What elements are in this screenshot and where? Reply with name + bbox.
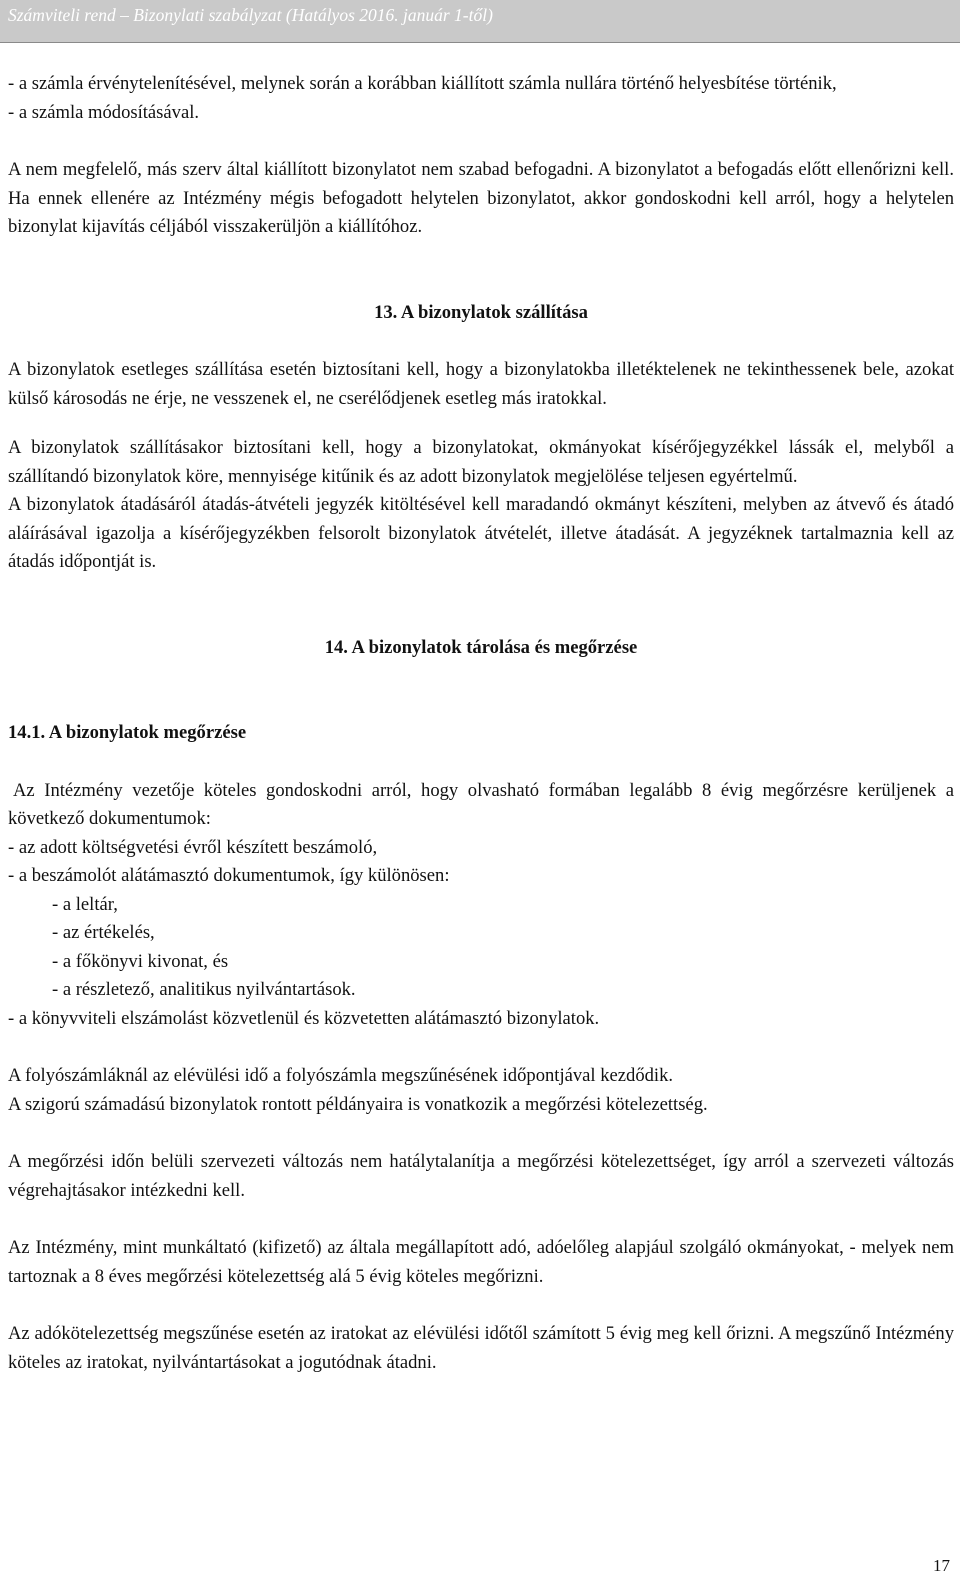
sub-list-item: - az értékelés, <box>52 922 155 943</box>
paragraph-retention: Az Intézmény vezetője köteles gondoskodni arról, hogy olvasható formában legalább 8 évig megőrzésre kerüljenek a következő dokumentumok: <box>8 779 954 829</box>
subsection-heading-14-1: 14.1. A bizonylatok megőrzése <box>8 722 247 743</box>
paragraph-transport-security: A bizonylatok esetleges szállítása esetén biztosítani kell, hogy a bizonylatokba illetéktelenek ne tekinthessenek bele, azokat külső károsodás ne érje, ne vesszenek el, ne cserélődjenek esetleg más iratokkal. <box>8 359 954 409</box>
paragraph-current-accounts: A folyószámláknál az elévülési idő a folyószámla megszűnésének időpontjával kezdődik. <box>8 1065 674 1086</box>
page-header <box>0 0 960 43</box>
paragraph-organizational-change: A megőrzési időn belüli szervezeti változás nem hatálytalanítja a megőrzési kötelezettséget, így arról a szervezeti változás végrehajtásakor intézkedni kell. <box>8 1151 954 1201</box>
list-item: - a beszámolót alátámasztó dokumentumok, így különösen: <box>8 865 450 886</box>
paragraph-tax-documents: Az Intézmény, mint munkáltató (kifizető) az általa megállapított adó, adóelőleg alapjául szolgáló okmányokat, - melyek nem tartoznak a 8 éves megőrzési kötelezettség alá 5 évig köteles megőrizni. <box>8 1237 954 1287</box>
paragraph-tax-termination: Az adókötelezettség megszűnése esetén az iratokat az elévülési időtől számított 5 évig meg kell őrizni. A megszűnő Intézmény köteles az iratokat, nyilvántartásokat a jogutódnak átadni. <box>8 1323 954 1373</box>
paragraph-transport-list: A bizonylatok szállításakor biztosítani kell, hogy a bizonylatokat, okmányokat kísérőjegyzékkel lássák el, melyből a szállítandó bizonylatok köre, mennyisége kitűnik és az adott bizonylatok megjelölése teljesen egyértelmű. <box>8 437 954 487</box>
page-number: 17 <box>933 1556 950 1575</box>
paragraph-strict-receipts: A szigorú számadású bizonylatok rontott példányaira is vonatkozik a megőrzési kötelezettség. <box>8 1093 708 1115</box>
document-body <box>8 70 954 1377</box>
list-item: - a könyvviteli elszámolást közvetlenül és közvetetten alátámasztó bizonylatok. <box>8 1007 600 1029</box>
section-heading-14: 14. A bizonylatok tárolása és megőrzése <box>324 636 638 658</box>
paragraph-modification: - a számla módosításával. <box>8 101 200 123</box>
paragraph-invalidation: - a számla érvénytelenítésével, melynek során a korábban kiállított számla nullára történő helyesbítése történik, <box>8 73 837 94</box>
sub-list-item: - a részletező, analitikus nyilvántartások. <box>52 979 356 1000</box>
paragraph-handover: A bizonylatok átadásáról átadás-átvételi jegyzék kitöltésével kell maradandó okmányt készíteni, melyben az átvevő és átadó aláírásával igazolja a kísérőjegyzékben felsorolt bizonylatok átvételét, illetve átadását. A jegyzéknek tartalmaznia kell az átadás időpontját is. <box>8 494 954 572</box>
section-heading-13: 13. A bizonylatok szállítása <box>374 301 588 323</box>
sub-list-item: - a leltár, <box>52 893 118 915</box>
header-title: Számviteli rend – Bizonylati szabályzat (Hatályos 2016. január 1-től) <box>8 5 493 25</box>
paragraph-acceptance: A nem megfelelő, más szerv által kiállított bizonylatot nem szabad befogadni. A bizonylatot a befogadás előtt ellenőrizni kell. Ha ennek ellenére az Intézmény mégis befogadott helytelen bizonylatot, akkor gondoskodni kell arról, hogy a helytelen bizonylat kijavítás céljából visszakerüljön a kiállítóhoz. <box>8 159 954 237</box>
list-item: - az adott költségvetési évről készített beszámoló, <box>8 836 378 858</box>
sub-list-item: - a főkönyvi kivonat, és <box>52 950 229 972</box>
